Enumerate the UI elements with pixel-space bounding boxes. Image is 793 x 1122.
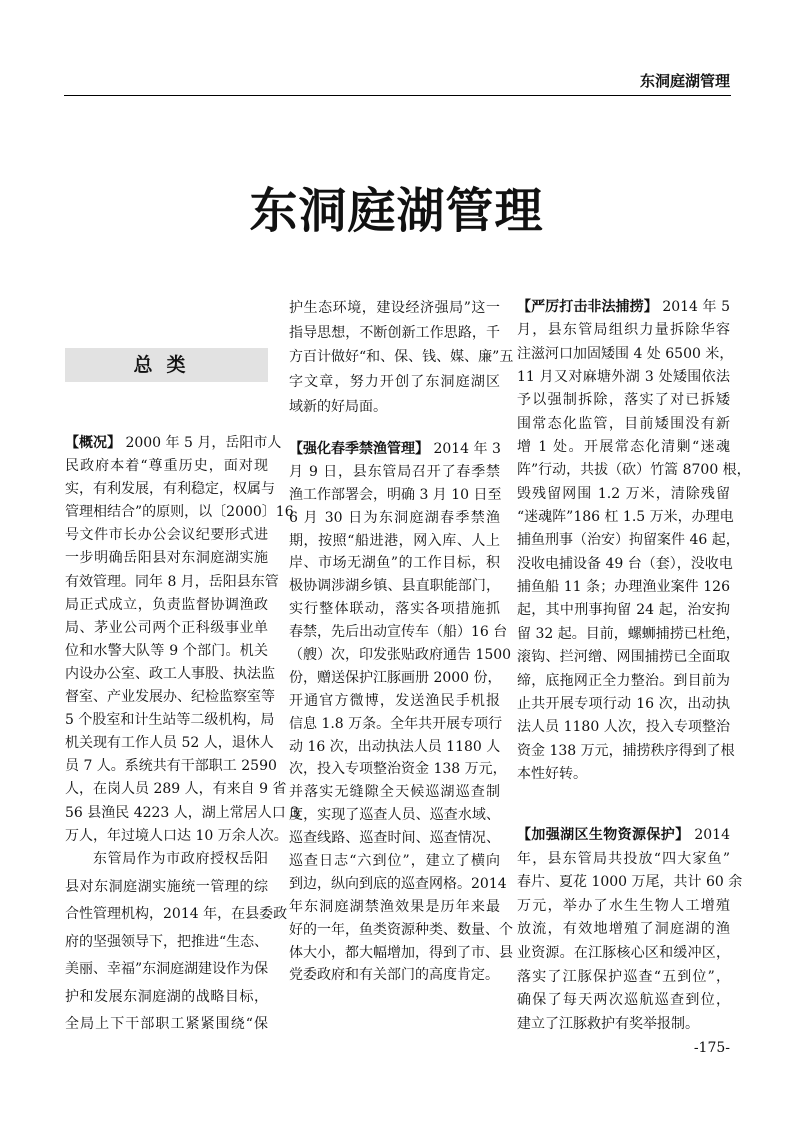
line-text: 到边，纵向到底的巡查网格。2014 — [289, 875, 507, 892]
paragraph-bio-resources — [517, 824, 743, 1036]
text-line — [517, 646, 730, 669]
line-text: 滚钩、拦河缯、网围捕捞已全面取 — [517, 649, 730, 666]
line-text: 业资源。在江豚核心区和缓冲区， — [517, 944, 730, 961]
text-line — [289, 781, 500, 804]
line-text: 党委政府和有关部门的高度肯定。 — [289, 967, 499, 984]
text-line — [65, 825, 288, 848]
text-line — [517, 670, 730, 693]
line-text: 2014 年 3 — [429, 441, 501, 457]
text-line — [517, 389, 730, 412]
text-line — [517, 895, 730, 919]
text-line — [517, 966, 730, 990]
text-line — [289, 644, 512, 667]
line-text: 份，赠送保护江豚画册 2000 份， — [289, 669, 502, 686]
line-text: 督室、产业发展办、纪检监察室等 — [65, 689, 275, 706]
text-line — [517, 918, 730, 942]
text-line — [517, 459, 751, 482]
line-text: 确保了每天两次巡航巡查到位， — [517, 992, 730, 1009]
line-text: 极协调涉湖乡镇、县直职能部门， — [289, 578, 500, 595]
text-line — [517, 413, 730, 436]
text-line — [289, 296, 500, 321]
line-text: 资金 138 万元，捕捞秩序得到了根 — [517, 742, 735, 759]
text-line — [517, 989, 730, 1013]
line-text: 护生态环境，建设经济强局”这一 — [289, 300, 500, 316]
text-line — [65, 686, 275, 709]
text-line — [289, 530, 500, 553]
line-text: 注滋河口加固矮围 4 处 6500 米， — [517, 345, 734, 362]
text-line — [65, 501, 294, 524]
text-line — [65, 571, 279, 594]
line-text: 员 7 人。系统共有干部职工 2590 — [65, 758, 277, 775]
paragraph-illegal-fishing — [517, 296, 751, 786]
line-text: 实，有利发展，有利稳定，权属与 — [65, 481, 275, 498]
line-text: 护和发展东洞庭湖的战略目标， — [65, 988, 268, 1005]
line-text: 春禁，先后出动宣传车（船）16 台 — [289, 624, 508, 641]
text-line — [517, 693, 730, 716]
line-text: 有效管理。同年 8 月，岳阳县东管 — [65, 573, 279, 590]
text-line — [65, 984, 268, 1012]
text-line — [517, 848, 730, 872]
line-text: 域新的好局面。 — [289, 398, 387, 415]
text-line — [65, 524, 268, 547]
line-text: 并落实无缝隙全天候巡湖巡查制 — [289, 784, 500, 801]
text-line — [517, 296, 730, 319]
line-text: 2014 — [689, 827, 730, 843]
text-line — [65, 640, 268, 663]
text-line — [517, 942, 730, 966]
text-line — [517, 366, 730, 389]
line-text: 法人员 1180 人次，投入专项整治 — [517, 719, 730, 736]
line-text: 2014 年 5 — [657, 299, 731, 315]
line-text: 内设办公室、政工人事股、执法监 — [65, 665, 275, 682]
line-text: 局、茅业公司两个正科级事业单 — [65, 619, 268, 636]
text-line — [289, 804, 500, 827]
line-text: 起，其中刑事拘留 24 起，治安拘 — [517, 602, 730, 619]
line-text: 信息 1.8 万条。全年共开展专项行 — [289, 715, 503, 732]
line-text: 民政府本着“尊重历史，面对现 — [65, 458, 268, 475]
line-text: 字文章，努力开创了东洞庭湖区 — [289, 374, 500, 391]
paragraph-bureau-role-cont — [289, 296, 514, 419]
text-line — [517, 506, 734, 529]
text-line — [289, 896, 500, 919]
text-line — [289, 667, 500, 690]
text-line — [517, 483, 730, 506]
line-text: 东管局作为市政府授权岳阳 — [93, 851, 268, 867]
line-text: 人，在岗人员 289 人，有来自 9 省 — [65, 781, 287, 798]
line-text: 岸、市场无湖鱼”的工作目标，积 — [289, 555, 500, 572]
line-text: 捕鱼刑事（治安）拘留案件 46 起， — [517, 532, 740, 549]
line-text: 本性好转。 — [517, 765, 587, 782]
line-text: 月，县东管局组织力量拆除华容 — [517, 322, 730, 339]
line-text: 体大小，都大幅增加，得到了市、县 — [289, 944, 513, 961]
text-line — [65, 874, 268, 902]
text-line — [289, 461, 500, 484]
line-text: 万元，举办了水生生物人工增殖 — [517, 897, 730, 914]
line-text: 局正式成立，负责监督协调渔政 — [65, 596, 268, 613]
line-text: 指导思想，不断创新工作思路，千 — [289, 324, 500, 341]
line-text: 缔，底拖网正全力整治。到目前为 — [517, 672, 730, 689]
line-text: 年东洞庭湖禁渔效果是历年来最 — [289, 898, 500, 915]
paragraph-heading: 【概况】 — [65, 435, 121, 451]
text-line — [65, 956, 268, 984]
text-line — [65, 594, 268, 617]
text-line — [65, 663, 275, 686]
text-line — [289, 395, 500, 420]
paragraph-spring-fishing-ban — [289, 438, 513, 987]
line-text: 合性管理机构，2014 年，在县委政 — [65, 906, 288, 922]
text-line — [289, 552, 500, 575]
line-text: 美丽、幸福”东洞庭湖建设作为保 — [65, 961, 269, 977]
line-text: 围常态化监管，目前矮围没有新 — [517, 415, 730, 432]
line-text: 6 月 30 日为东洞庭湖春季禁渔 — [289, 509, 500, 526]
line-text: （艘）次，印发张贴政府通告 1500 — [289, 647, 512, 664]
line-text: 11 月又对麻塘外湖 3 处矮围依法 — [517, 369, 730, 386]
section-heading: 总类 — [65, 348, 268, 382]
line-text: 予以强制拆除，落实了对已拆矮 — [517, 392, 730, 409]
line-text: 次，投入专项整治资金 138 万元， — [289, 761, 507, 778]
text-line — [289, 713, 503, 736]
running-head: 东洞庭湖管理 — [639, 72, 730, 90]
text-line — [517, 716, 730, 739]
paragraph-heading: 【强化春季禁渔管理】 — [289, 441, 429, 457]
line-text: 56 县渔民 4223 人，湖上常居人口 3 — [65, 804, 300, 821]
text-line — [289, 507, 500, 530]
line-text: 开通官方微博，发送渔民手机报 — [289, 692, 500, 709]
text-line — [289, 598, 500, 621]
text-line — [517, 871, 743, 895]
text-line — [289, 942, 513, 965]
text-line — [65, 709, 275, 732]
text-line — [65, 547, 268, 570]
line-text: 止共开展专项行动 16 次，出动执 — [517, 695, 730, 712]
text-line — [65, 617, 268, 640]
line-text: 月 9 日，县东管局召开了春季禁 — [289, 463, 500, 480]
line-text: 动 16 次，出动执法人员 1180 人 — [289, 738, 501, 755]
text-line — [289, 827, 500, 850]
line-text: 建立了江豚救护有奖举报制。 — [517, 1015, 699, 1032]
text-line — [517, 436, 730, 459]
text-line — [289, 758, 507, 781]
text-line — [65, 432, 282, 455]
line-text: 留 32 起。目前，螺蛳捕捞已杜绝， — [517, 625, 740, 642]
paragraph-bureau-role — [65, 846, 288, 1039]
text-line — [65, 1011, 268, 1039]
text-line — [65, 755, 277, 778]
text-line — [517, 1013, 730, 1037]
line-text: 年，县东管局共投放“四大家鱼” — [517, 850, 730, 867]
text-line — [65, 802, 300, 825]
text-line — [517, 599, 730, 622]
text-line — [517, 763, 730, 786]
text-line — [517, 623, 740, 646]
text-line — [517, 343, 734, 366]
line-text: 位和水警大队等 9 个部门。机关 — [65, 642, 268, 659]
line-text: 全局上下干部职工紧紧围绕“保 — [65, 1016, 268, 1032]
line-text: 毁残留网围 1.2 万米，清除残留 — [517, 485, 730, 502]
paragraph-overview — [65, 432, 300, 848]
text-line — [517, 553, 733, 576]
text-line — [65, 478, 275, 501]
text-line — [289, 345, 514, 370]
text-line — [289, 484, 500, 507]
text-line — [289, 850, 500, 873]
line-text: 一步明确岳阳县对东洞庭湖实施 — [65, 550, 268, 567]
line-text: 春片、夏花 1000 万尾，共计 60 余 — [517, 874, 743, 891]
text-line — [289, 321, 500, 346]
line-text: 号文件市长办公会议纪要形式进 — [65, 527, 268, 544]
line-text: 管理相结合”的原则，以〔2000〕16 — [65, 504, 294, 521]
text-line — [65, 901, 288, 929]
text-line — [289, 621, 508, 644]
line-text: 万人，年过境人口达 10 万余人次。 — [65, 827, 288, 844]
page-number: -175- — [693, 1040, 730, 1056]
text-line — [289, 964, 500, 987]
text-line — [65, 732, 274, 755]
text-line — [65, 846, 268, 874]
text-line — [517, 529, 740, 552]
text-line — [289, 873, 507, 896]
line-text: 实行整体联动，落实各项措施抓 — [289, 601, 500, 618]
text-line — [289, 919, 513, 942]
line-text: 好的一年，鱼类资源种类、数量、个 — [289, 921, 513, 938]
text-line — [517, 576, 730, 599]
text-line — [517, 824, 730, 848]
line-text: 期，按照“船进港，网入库、人上 — [289, 532, 500, 549]
header-rule — [64, 95, 731, 96]
line-text: 增 1 处。开展常态化清剿“迷魂 — [517, 439, 730, 456]
paragraph-heading: 【加强湖区生物资源保护】 — [517, 827, 690, 843]
line-text: 渔工作部署会，明确 3 月 10 日至 — [289, 486, 502, 503]
line-text: 府的坚强领导下，把推进“生态、 — [65, 933, 269, 950]
text-line — [289, 575, 500, 598]
line-text: 方百计做好“和、保、钱、媒、廉”五 — [289, 349, 514, 366]
text-line — [289, 438, 500, 461]
line-text: 巡查线路、巡查时间、巡查情况、 — [289, 830, 500, 847]
text-line — [289, 690, 500, 713]
text-line — [289, 736, 500, 759]
line-text: 捕鱼船 11 条；办理渔业案件 126 — [517, 579, 730, 596]
text-line — [517, 319, 730, 342]
page-title: 东洞庭湖管理 — [249, 183, 544, 239]
line-text: 5 个股室和计生站等二级机构，局 — [65, 712, 275, 729]
text-line — [65, 455, 268, 478]
text-line — [517, 740, 735, 763]
line-text: 度，实现了巡查人员、巡查水域、 — [289, 807, 500, 824]
line-text: 2000 年 5 月，岳阳市人 — [121, 435, 282, 451]
line-text: 巡查日志“六到位”，建立了横向 — [289, 853, 500, 870]
paragraph-heading: 【严厉打击非法捕捞】 — [517, 299, 658, 315]
line-text: 阵”行动，共拔（砍）竹篙 8700 根， — [517, 462, 751, 479]
text-line — [65, 929, 268, 957]
line-text: 落实了江豚保护巡查“五到位”， — [517, 968, 730, 985]
line-text: 机关现有工作人员 52 人，退休人 — [65, 735, 274, 752]
line-text: 放流，有效地增殖了洞庭湖的渔 — [517, 921, 730, 938]
line-text: 县对东洞庭湖实施统一管理的综 — [65, 878, 268, 895]
text-line — [65, 778, 287, 801]
line-text: “迷魂阵”186 杠 1.5 万米，办理电 — [517, 509, 734, 526]
text-line — [289, 370, 500, 395]
line-text: 没收电捕设备 49 台（套），没收电 — [517, 555, 733, 572]
